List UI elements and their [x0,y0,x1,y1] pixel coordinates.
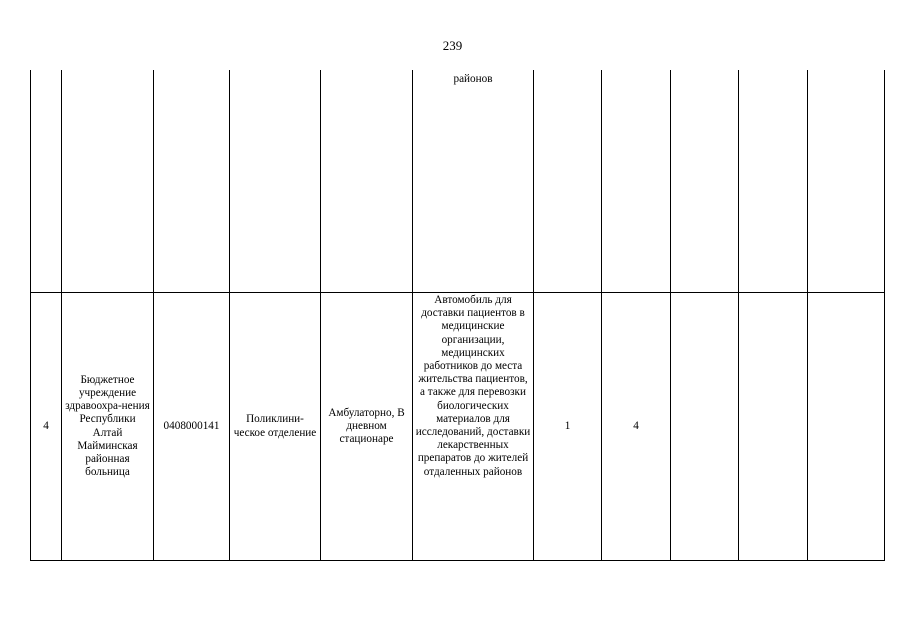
page-number: 239 [442,38,463,53]
cell-empty [230,70,321,293]
cell-col7: 1 [534,293,602,561]
cell-empty [534,70,602,293]
cell-empty [321,70,413,293]
cell-index: 4 [31,293,62,561]
cell-col10 [739,293,808,561]
cell-empty [808,70,885,293]
cell-empty [602,70,671,293]
cell-code: 0408000141 [154,293,230,561]
cell-purpose-continuation: районов [413,70,534,293]
cell-col9 [671,293,739,561]
cell-purpose: Автомобиль для доставки пациентов в медицинские организации, медицинских работников до места жительства пациентов, а также для перевозки биологических материалов для исследований, доставки лекарственных препаратов до жителей отдаленных районов [413,293,534,561]
cell-organization: Бюджетное учреждение здравоохра-нения Республики Алтай Майминская районная больница [62,293,154,561]
document-table [30,70,885,561]
table-row [31,293,885,561]
table-row-continuation [31,70,885,293]
cell-col11 [808,293,885,561]
cell-empty [31,70,62,293]
cell-department: Поликлини-ческое отделение [230,293,321,561]
cell-empty [154,70,230,293]
cell-empty [62,70,154,293]
cell-conditions: Амбулаторно, В дневном стационаре [321,293,413,561]
cell-empty [671,70,739,293]
cell-empty [739,70,808,293]
cell-col8: 4 [602,293,671,561]
